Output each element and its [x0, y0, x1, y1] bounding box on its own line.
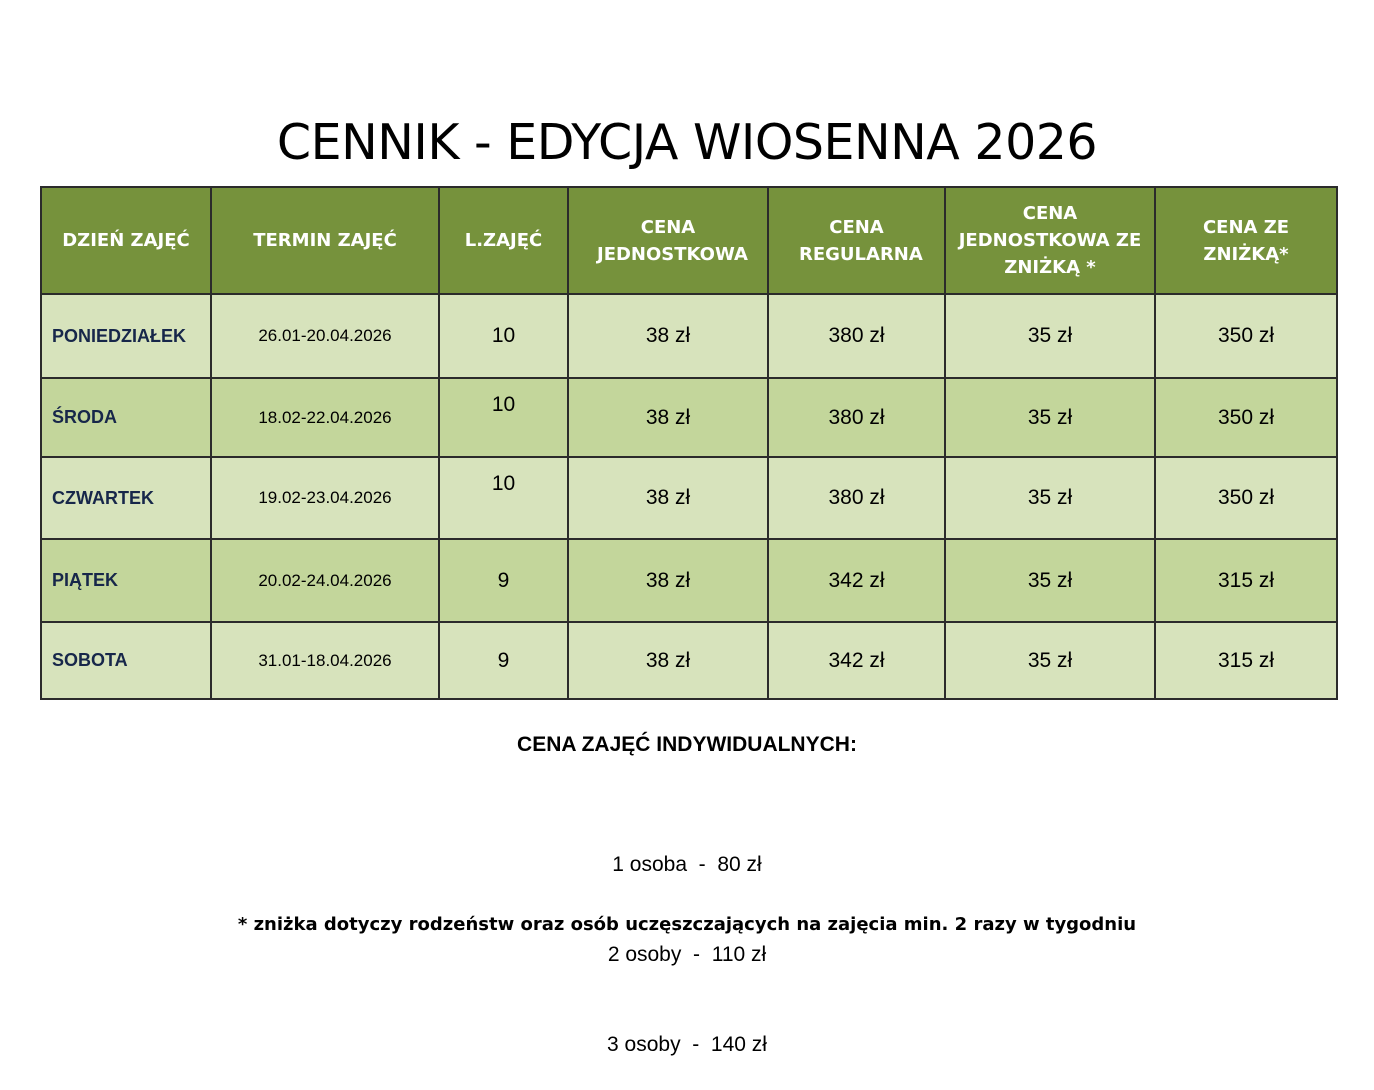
page-title: CENNIK - EDYCJA WIOSENNA 2026: [276, 114, 1098, 171]
individual-price-heading: CENA ZAJĘĆ INDYWIDUALNYCH:: [517, 733, 857, 756]
cell-term: 26.01-20.04.2026: [211, 294, 439, 378]
individual-price-list: [0, 790, 1374, 1090]
individual-price-item: 1 osoba - 80 zł: [612, 853, 762, 876]
cell-unit-price: 38 zł: [568, 622, 768, 699]
table-header-row: [41, 187, 1337, 294]
header-unit-price: CENA JEDNOSTKOWA: [568, 187, 768, 294]
discount-footnote: * zniżka dotyczy rodzeństw oraz osób uczęszczających na zajęcia min. 2 razy w tygodniu: [237, 914, 1137, 935]
cell-day: CZWARTEK: [41, 457, 211, 539]
cell-unit-price: 38 zł: [568, 294, 768, 378]
cell-discount-price: 315 zł: [1155, 539, 1337, 622]
cell-regular-price: 380 zł: [768, 457, 945, 539]
cell-count: 10: [439, 294, 568, 378]
header-day: DZIEŃ ZAJĘĆ: [41, 187, 211, 294]
table-row: [41, 294, 1337, 378]
table-row: [41, 539, 1337, 622]
cell-unit-discount-price: 35 zł: [945, 378, 1155, 457]
cell-day: SOBOTA: [41, 622, 211, 699]
cell-term: 19.02-23.04.2026: [211, 457, 439, 539]
cell-term: 20.02-24.04.2026: [211, 539, 439, 622]
cell-count: 10: [439, 378, 568, 457]
header-regular-price: CENA REGULARNA: [768, 187, 945, 294]
header-unit-discount-price: CENA JEDNOSTKOWA ZE ZNIŻKĄ *: [945, 187, 1155, 294]
cell-unit-discount-price: 35 zł: [945, 539, 1155, 622]
cell-unit-discount-price: 35 zł: [945, 457, 1155, 539]
price-table: [40, 186, 1338, 700]
header-discount-price: CENA ZE ZNIŻKĄ*: [1155, 187, 1337, 294]
cell-unit-price: 38 zł: [568, 457, 768, 539]
cell-day: ŚRODA: [41, 378, 211, 457]
table-row: [41, 622, 1337, 699]
individual-price-item: 3 osoby - 140 zł: [607, 1033, 767, 1056]
header-term: TERMIN ZAJĘĆ: [211, 187, 439, 294]
table-row: [41, 457, 1337, 539]
table-row: [41, 378, 1337, 457]
cell-discount-price: 315 zł: [1155, 622, 1337, 699]
cell-count: 9: [439, 539, 568, 622]
cell-term: 18.02-22.04.2026: [211, 378, 439, 457]
cell-term: 31.01-18.04.2026: [211, 622, 439, 699]
cell-count: 10: [439, 457, 568, 539]
cell-regular-price: 380 zł: [768, 378, 945, 457]
cell-discount-price: 350 zł: [1155, 294, 1337, 378]
cell-unit-price: 38 zł: [568, 539, 768, 622]
header-count: L.ZAJĘĆ: [439, 187, 568, 294]
individual-price-item: 2 osoby - 110 zł: [607, 943, 767, 966]
cell-regular-price: 342 zł: [768, 622, 945, 699]
cell-discount-price: 350 zł: [1155, 378, 1337, 457]
cell-unit-price: 38 zł: [568, 378, 768, 457]
cell-regular-price: 342 zł: [768, 539, 945, 622]
cell-discount-price: 350 zł: [1155, 457, 1337, 539]
cell-count: 9: [439, 622, 568, 699]
cell-regular-price: 380 zł: [768, 294, 945, 378]
cell-day: PIĄTEK: [41, 539, 211, 622]
cell-day: PONIEDZIAŁEK: [41, 294, 211, 378]
cell-unit-discount-price: 35 zł: [945, 622, 1155, 699]
cell-unit-discount-price: 35 zł: [945, 294, 1155, 378]
